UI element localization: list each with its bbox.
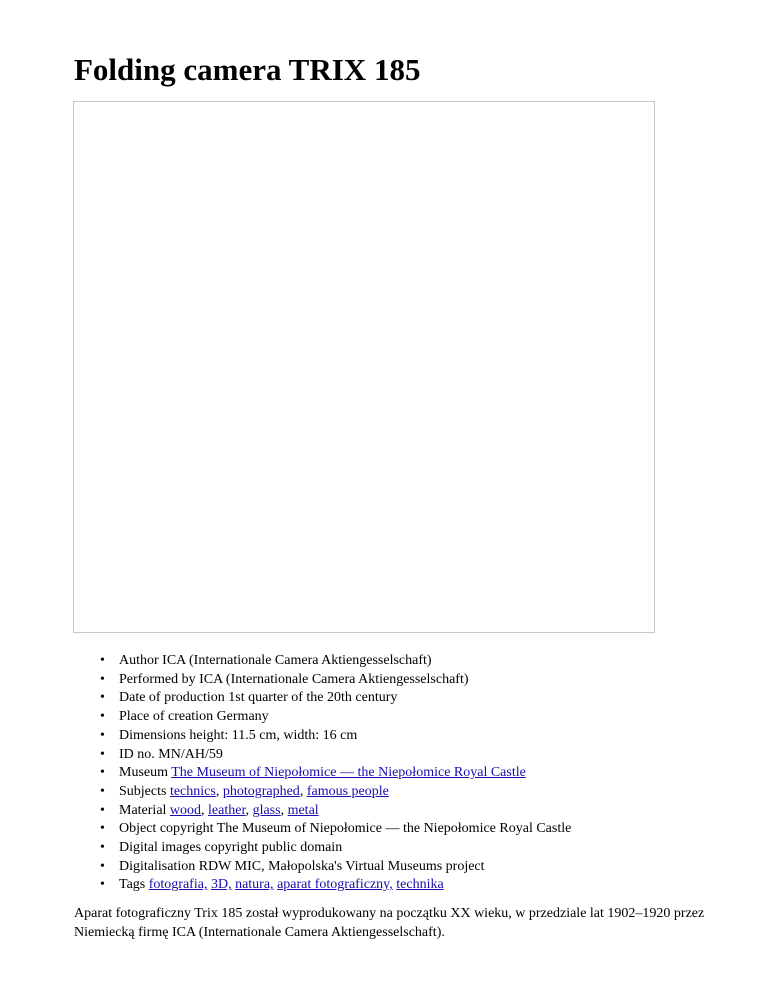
material-link-leather[interactable]: leather bbox=[208, 802, 246, 818]
meta-value: ICA (Internationale Camera Aktiengesselschaft) bbox=[162, 653, 432, 668]
subject-link-photographed[interactable]: photographed bbox=[222, 783, 300, 799]
meta-value: The Museum of Niepołomice — the Niepołomice Royal Castle bbox=[216, 821, 572, 837]
meta-label: Performed by bbox=[119, 671, 196, 687]
meta-label: Place of creation bbox=[119, 709, 214, 725]
material-link-glass[interactable]: glass bbox=[252, 802, 281, 818]
meta-id-no bbox=[74, 746, 571, 765]
meta-value: 1st quarter of the 20th century bbox=[228, 690, 398, 706]
object-image-frame bbox=[73, 101, 655, 633]
meta-label: Date of production bbox=[119, 690, 225, 706]
meta-date bbox=[74, 689, 571, 708]
meta-digital-copyright bbox=[74, 839, 571, 858]
museum-link[interactable]: The Museum of Niepołomice — the Niepołomice Royal Castle bbox=[171, 765, 526, 781]
tag-link-natura[interactable]: natura, bbox=[235, 877, 274, 893]
meta-label: Author bbox=[119, 653, 159, 668]
subject-link-famous-people[interactable]: famous people bbox=[306, 783, 389, 799]
meta-label: Digital images copyright bbox=[119, 840, 259, 856]
meta-label: Tags bbox=[119, 877, 146, 893]
meta-material: • Material wood, leather, glass, metal bbox=[74, 802, 571, 821]
tag-link-aparat-fotograficzny[interactable]: aparat fotograficzny, bbox=[277, 877, 393, 893]
meta-label: Museum bbox=[119, 765, 168, 781]
meta-place bbox=[74, 708, 571, 727]
meta-value: public domain bbox=[261, 840, 343, 856]
meta-label: Material bbox=[119, 802, 167, 818]
meta-dimensions bbox=[74, 727, 571, 746]
meta-tags bbox=[74, 876, 571, 895]
meta-label: Subjects bbox=[119, 783, 167, 799]
meta-label: Object copyright bbox=[119, 821, 214, 837]
meta-performed-by bbox=[74, 671, 571, 690]
material-link-metal[interactable]: metal bbox=[287, 802, 319, 818]
meta-label: Digitalisation bbox=[119, 858, 196, 874]
meta-digitalisation bbox=[74, 858, 571, 877]
tag-link-fotografia[interactable]: fotografia, bbox=[148, 877, 208, 893]
material-link-wood[interactable]: wood bbox=[169, 802, 202, 818]
meta-object-copyright bbox=[74, 820, 571, 839]
meta-value: ICA (Internationale Camera Aktiengesselschaft) bbox=[199, 671, 469, 687]
meta-label: ID no. bbox=[119, 746, 155, 762]
page-title: Folding camera TRIX 185 bbox=[74, 52, 421, 87]
subject-link-technics[interactable]: technics bbox=[169, 783, 216, 799]
meta-value: Germany bbox=[216, 709, 269, 725]
description-paragraph: Aparat fotograficzny Trix 185 został wyprodukowany na początku XX wieku, w przedziale lat 1902–1920 przez Niemiecką firmę ICA (Internationale Camera Aktiengesselschaft). bbox=[74, 906, 705, 940]
meta-value: height: 11.5 cm, width: 16 cm bbox=[189, 727, 358, 743]
meta-label: Dimensions bbox=[119, 727, 186, 743]
meta-author bbox=[74, 652, 571, 671]
tag-link-technika[interactable]: technika bbox=[396, 877, 444, 893]
meta-subjects: • Subjects technics, photographed, famous people bbox=[74, 783, 571, 802]
meta-value: RDW MIC, Małopolska's Virtual Museums project bbox=[198, 858, 485, 874]
meta-value: MN/AH/59 bbox=[158, 746, 223, 762]
metadata-list bbox=[74, 652, 571, 895]
tag-link-3d[interactable]: 3D, bbox=[210, 877, 232, 893]
meta-museum bbox=[74, 764, 571, 783]
